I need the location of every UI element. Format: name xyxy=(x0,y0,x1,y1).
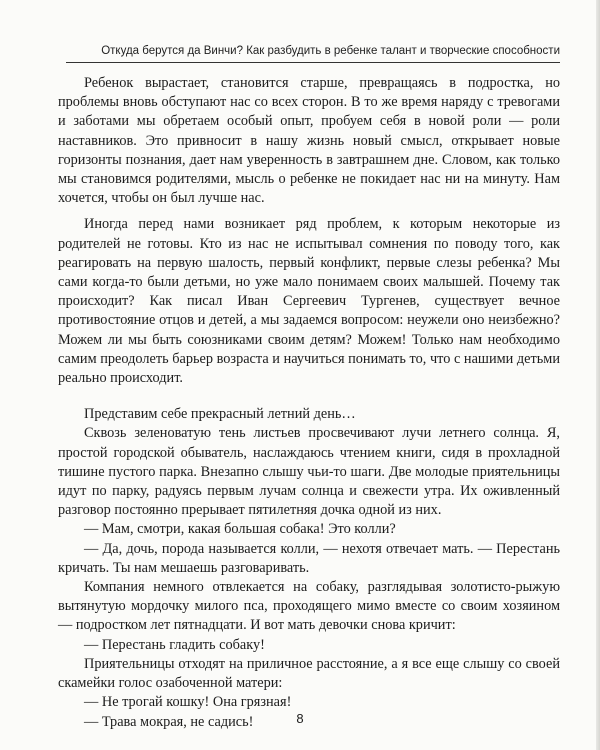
running-header: Откуда берутся да Винчи? Как разбудить в ребенке талант и творческие способности xyxy=(66,45,560,63)
paragraph: Приятельницы отходят на приличное расстояние, а я все еще слышу со своей скамейки голос озабоченной матери: xyxy=(58,655,560,692)
paragraph: Ребенок вырастает, становится старше, превращаясь в подростка, но проблемы вновь обступают нас со всех сторон. В то же время наряду с тревогами и заботами мы обретаем особый опыт, пробуем себя в новой роли — роли наставников. Это привносит в нашу жизнь новый смысл, открывает новые горизонты познания, дает нам уверенность в завтрашнем дне. Словом, как только мы становимся родителями, мысль о ребенке не покидает нас ни на минуту. Нам хочется, чтобы он был лучше нас. xyxy=(58,75,560,207)
dialogue-line: — Трава мокрая, не садись! xyxy=(84,713,254,730)
paragraph: Представим себе прекрасный летний день… xyxy=(84,406,356,423)
paragraph: Сквозь зеленоватую тень листьев просвечивают лучи летнего солнца. Я, простой городской обыватель, наслаждаюсь чтением книги, сидя в прохладной тишине пустого парка. Внезапно слышу чьи-то шаги. Две молодые приятельницы идут по парку, радуясь первым лучам солнца и свежести утра. Их оживленный разговор постоянно прерывает пятилетняя дочка одной из них. xyxy=(58,425,560,519)
paragraph: Иногда перед нами возникает ряд проблем, к которым некоторые из родителей не готовы. Кто из нас не испытывал сомнения по поводу того, как реагировать на первую шалость, первый конфликт, первые слезы ребенка? Мы сами когда-то были детьми, но уже мало понимаем своих малышей. Почему так происходит? Как писал Иван Сергеевич Тургенев, существует вечное противостояние отцов и детей, а мы задаемся вопросом: неужели оно неизбежно? Можем ли мы быть союзниками своим детям? Можем! Только нам необходимо самим преодолеть барьер возраста и научиться понимать то, что с нашими детьми реально происходит. xyxy=(58,216,560,387)
dialogue-line: — Мам, смотри, какая большая собака! Это колли? xyxy=(84,521,396,538)
dialogue-line: — Перестань гладить собаку! xyxy=(84,636,265,653)
dialogue-line: — Да, дочь, порода называется колли, — нехотя отвечает мать. — Перестань кричать. Ты нам мешаешь разговаривать. xyxy=(58,540,560,576)
page-edge xyxy=(596,0,600,750)
dialogue-line: — Не трогай кошку! Она грязная! xyxy=(84,694,292,711)
paragraph: Компания немного отвлекается на собаку, разглядывая золотисто-рыжую вытянутую мордочку милого пса, проходящего мимо вместе со своим хозяином — подростком лет пятнадцати. И вот мать девочки снова кричит: xyxy=(58,579,560,634)
page-body xyxy=(58,74,560,732)
page-number: 8 xyxy=(296,711,304,726)
